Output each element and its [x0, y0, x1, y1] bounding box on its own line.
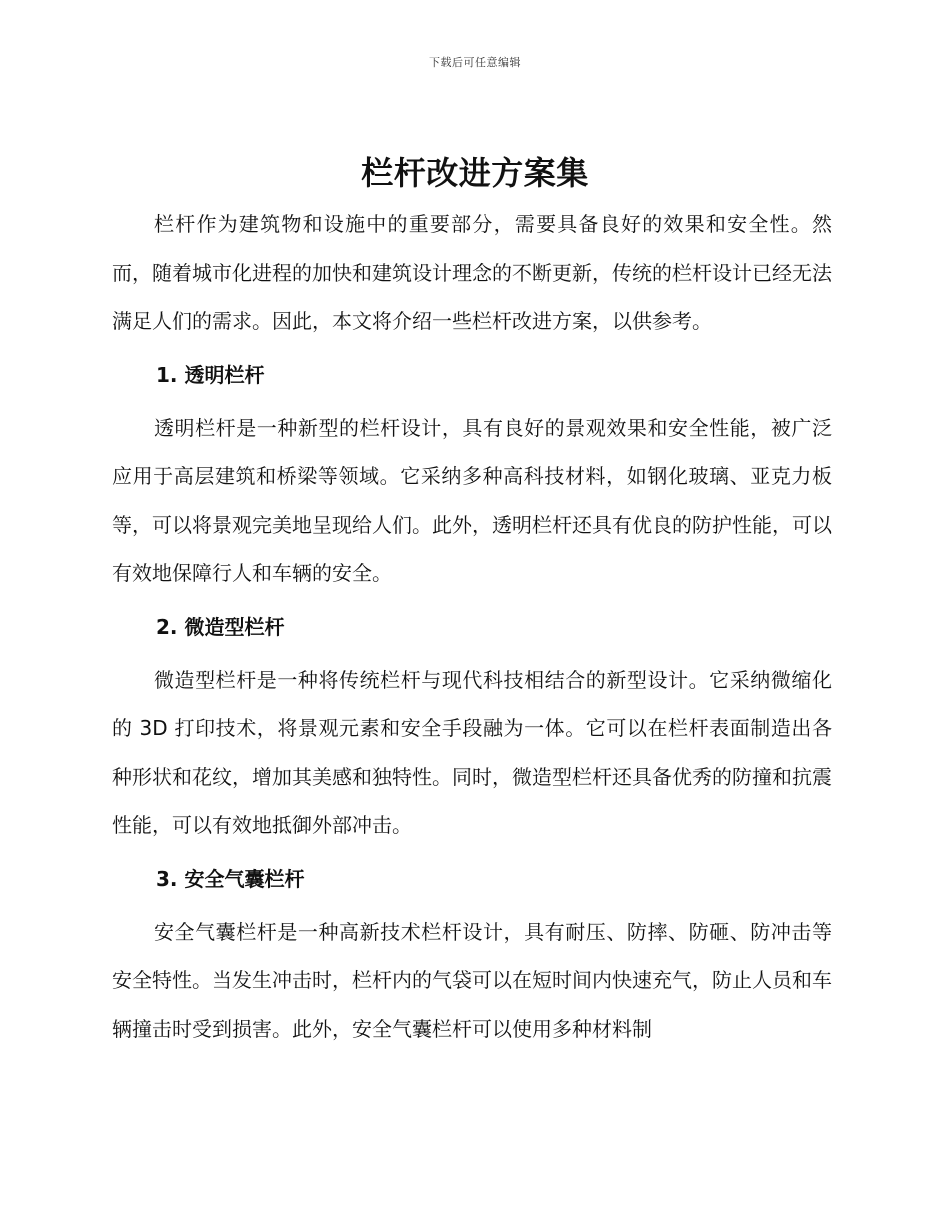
document-body [112, 200, 832, 1053]
section-heading-transparent: 1. 透明栏杆 [156, 362, 265, 387]
section-body-micro-shape: 微造型栏杆是一种将传统栏杆与现代科技相结合的新型设计。它采纳微缩化的 3D 打印技术，将景观元素和安全手段融为一体。它可以在栏杆表面制造出各种形状和花纹，增加其美感和独特性。同时，微造型栏杆还具备优秀的防撞和抗震性能，可以有效地抵御外部冲击。 [112, 667, 832, 837]
intro-paragraph: 栏杆作为建筑物和设施中的重要部分，需要具备良好的效果和安全性。然而，随着城市化进程的加快和建筑设计理念的不断更新，传统的栏杆设计已经无法满足人们的需求。因此，本文将介绍一些栏杆改进方案，以供参考。 [112, 212, 832, 333]
header-note: 下载后可任意编辑 [429, 56, 521, 69]
section-body-airbag: 安全气囊栏杆是一种高新技术栏杆设计，具有耐压、防摔、防砸、防冲击等安全特性。当发生冲击时，栏杆内的气袋可以在短时间内快速充气，防止人员和车辆撞击时受到损害。此外，安全气囊栏杆可以使用多种材料制 [112, 919, 832, 1041]
section-body-transparent: 透明栏杆是一种新型的栏杆设计，具有良好的景观效果和安全性能，被广泛应用于高层建筑和桥梁等领域。它采纳多种高科技材料，如钢化玻璃、亚克力板等，可以将景观完美地呈现给人们。此外，透明栏杆还具有优良的防护性能，可以有效地保障行人和车辆的安全。 [112, 415, 832, 585]
section-heading-micro-shape: 2. 微造型栏杆 [156, 614, 285, 639]
section-heading-airbag: 3. 安全气囊栏杆 [156, 866, 305, 891]
document-title: 栏杆改进方案集 [361, 154, 589, 192]
